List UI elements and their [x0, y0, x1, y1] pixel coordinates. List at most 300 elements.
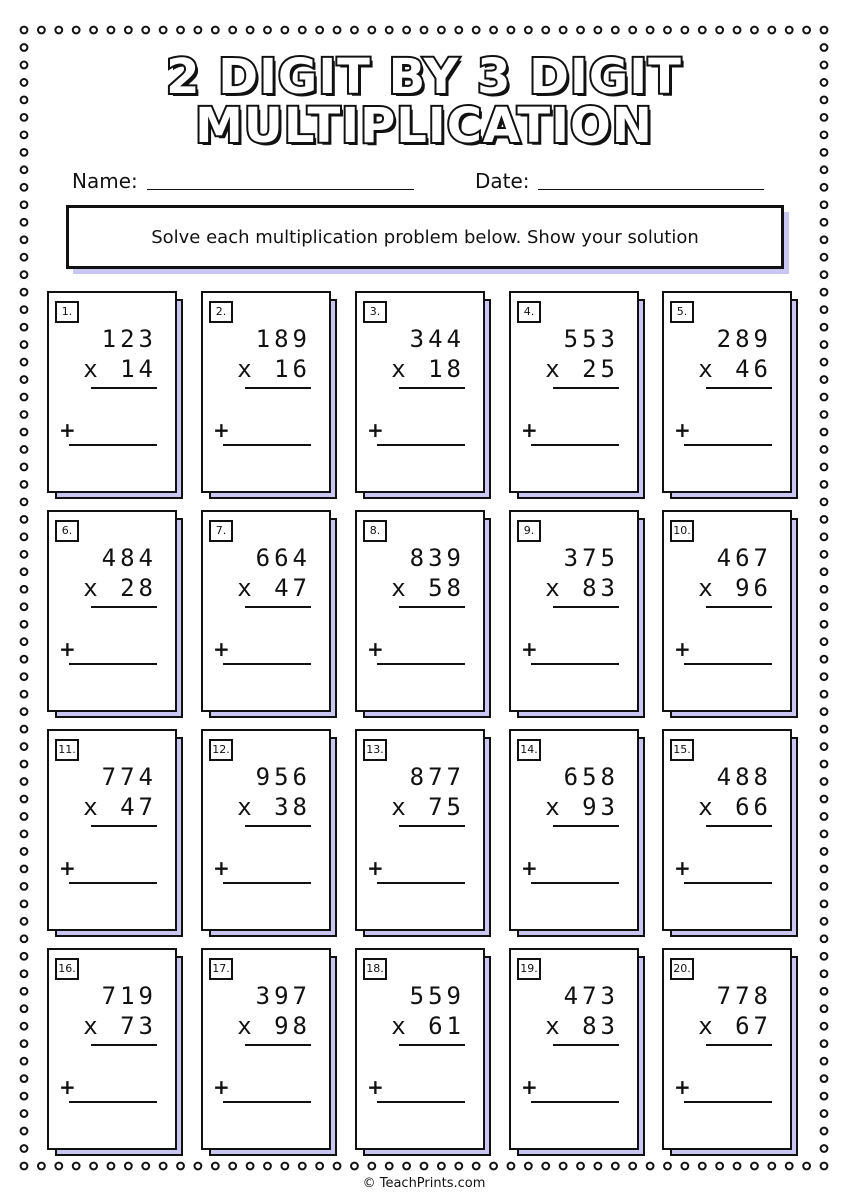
answer-line[interactable]	[223, 1101, 311, 1103]
problem-card-face	[355, 729, 485, 931]
problem-card-face	[47, 510, 177, 712]
multiplicand: 877	[409, 763, 465, 791]
answer-line[interactable]	[684, 663, 772, 665]
border-dot	[438, 1163, 445, 1170]
border-dot	[821, 638, 828, 645]
problem-number: 8.	[363, 520, 387, 542]
answer-line[interactable]	[531, 663, 619, 665]
name-label: Name:	[72, 169, 138, 193]
problem-card-face	[509, 291, 639, 493]
problem-card-face	[201, 510, 331, 712]
problem-card-face	[355, 948, 485, 1150]
multiplicand: 664	[255, 544, 311, 572]
multiplier: x 83	[545, 1012, 619, 1040]
border-dot	[21, 1128, 28, 1135]
plus-sign: +	[674, 856, 691, 880]
answer-line[interactable]	[684, 1101, 772, 1103]
border-dot	[821, 900, 828, 907]
multiplier: x 28	[83, 574, 157, 602]
multiplier: x 66	[698, 793, 772, 821]
border-dot	[821, 219, 828, 226]
border-dot	[73, 1163, 80, 1170]
product-line	[553, 825, 619, 827]
border-dot	[21, 1040, 28, 1047]
date-label: Date:	[475, 169, 530, 193]
border-dot	[821, 481, 828, 488]
instructions-text: Solve each multiplication problem below. Show your solution	[151, 226, 699, 248]
problem-card-face	[201, 291, 331, 493]
multiplicand: 488	[716, 763, 772, 791]
border-dot	[821, 236, 828, 243]
border-dot	[821, 411, 828, 418]
border-dot	[821, 44, 828, 51]
problem-number: 7.	[209, 520, 233, 542]
border-dot	[821, 935, 828, 942]
product-line	[91, 1044, 157, 1046]
problem-number: 6.	[55, 520, 79, 542]
problem-card-face	[47, 729, 177, 931]
multiplicand: 839	[409, 544, 465, 572]
problem-card	[201, 291, 337, 501]
answer-line[interactable]	[684, 882, 772, 884]
border-dot	[142, 1163, 149, 1170]
border-dot	[212, 27, 219, 34]
plus-sign: +	[674, 418, 691, 442]
border-dot	[21, 848, 28, 855]
problem-card-face	[201, 948, 331, 1150]
problem-number: 14.	[517, 739, 541, 761]
answer-line[interactable]	[69, 663, 157, 665]
border-dot	[195, 1163, 202, 1170]
instructions-box	[66, 205, 784, 269]
border-dot	[821, 621, 828, 628]
border-dot	[21, 1145, 28, 1152]
problem-number: 4.	[517, 301, 541, 323]
border-dot	[21, 796, 28, 803]
border-dot	[21, 306, 28, 313]
problem-card	[509, 729, 645, 939]
border-dot	[21, 1110, 28, 1117]
border-dot	[21, 271, 28, 278]
border-dot	[821, 498, 828, 505]
border-dot	[821, 446, 828, 453]
border-dot	[542, 1163, 549, 1170]
border-dot	[647, 1163, 654, 1170]
problem-card-face	[47, 948, 177, 1150]
product-line	[399, 825, 465, 827]
answer-line[interactable]	[531, 444, 619, 446]
border-dot	[821, 796, 828, 803]
product-line	[399, 387, 465, 389]
product-line	[245, 825, 311, 827]
border-dot	[125, 1163, 132, 1170]
border-dot	[73, 27, 80, 34]
border-dot	[821, 970, 828, 977]
problem-card-face	[47, 291, 177, 493]
problem-card	[201, 729, 337, 939]
multiplier: x 38	[237, 793, 311, 821]
border-dot	[577, 1163, 584, 1170]
multiplier: x 98	[237, 1012, 311, 1040]
border-dot	[508, 1163, 515, 1170]
answer-line[interactable]	[69, 882, 157, 884]
answer-line[interactable]	[223, 663, 311, 665]
border-dot	[316, 27, 323, 34]
border-dot	[368, 27, 375, 34]
multiplier: x 96	[698, 574, 772, 602]
copyright-footer: © TeachPrints.com	[362, 1176, 486, 1191]
border-dot	[768, 27, 775, 34]
border-dot	[21, 918, 28, 925]
border-dot	[821, 953, 828, 960]
multiplier: x 93	[545, 793, 619, 821]
problem-number: 3.	[363, 301, 387, 323]
border-dot	[21, 201, 28, 208]
plus-sign: +	[674, 1075, 691, 1099]
border-dot	[21, 813, 28, 820]
problem-number: 15.	[670, 739, 694, 761]
problem-card	[47, 948, 183, 1158]
plus-sign: +	[59, 856, 76, 880]
border-dot	[525, 27, 532, 34]
multiplicand: 719	[101, 982, 157, 1010]
border-dot	[821, 761, 828, 768]
answer-line[interactable]	[377, 663, 465, 665]
border-dot	[803, 27, 810, 34]
border-dot	[21, 324, 28, 331]
border-dot	[455, 1163, 462, 1170]
border-dot	[455, 27, 462, 34]
border-dot	[821, 324, 828, 331]
border-dot	[316, 1163, 323, 1170]
plus-sign: +	[367, 856, 384, 880]
border-dot	[821, 533, 828, 540]
border-dot	[821, 1075, 828, 1082]
border-dot	[21, 289, 28, 296]
product-line	[553, 1044, 619, 1046]
problem-card-face	[662, 510, 792, 712]
border-dot	[821, 1163, 828, 1170]
border-dot	[821, 1058, 828, 1065]
product-line	[399, 606, 465, 608]
border-dot	[21, 1075, 28, 1082]
border-dot	[473, 27, 480, 34]
problem-number: 1.	[55, 301, 79, 323]
border-dot	[90, 1163, 97, 1170]
border-dot	[21, 673, 28, 680]
border-dot	[195, 27, 202, 34]
border-dot	[21, 236, 28, 243]
answer-line[interactable]	[69, 444, 157, 446]
border-dot	[821, 918, 828, 925]
multiplicand: 344	[409, 325, 465, 353]
product-line	[245, 387, 311, 389]
multiplier: x 75	[391, 793, 465, 821]
border-dot	[734, 27, 741, 34]
product-line	[91, 825, 157, 827]
answer-line[interactable]	[223, 882, 311, 884]
problem-card	[47, 729, 183, 939]
problem-card-face	[662, 291, 792, 493]
plus-sign: +	[521, 637, 538, 661]
problem-number: 12.	[209, 739, 233, 761]
answer-line[interactable]	[69, 1101, 157, 1103]
border-dot	[160, 1163, 167, 1170]
border-dot	[21, 394, 28, 401]
border-dot	[821, 673, 828, 680]
border-dot	[612, 27, 619, 34]
name-blank-line[interactable]	[147, 189, 414, 190]
border-dot	[21, 184, 28, 191]
border-dot	[508, 27, 515, 34]
multiplier: x 73	[83, 1012, 157, 1040]
border-dot	[664, 27, 671, 34]
border-dot	[821, 166, 828, 173]
problem-number: 13.	[363, 739, 387, 761]
border-dot	[21, 1058, 28, 1065]
border-dot	[368, 1163, 375, 1170]
problem-card	[355, 948, 491, 1158]
multiplier: x 83	[545, 574, 619, 602]
border-dot	[821, 691, 828, 698]
border-dot	[490, 1163, 497, 1170]
plus-sign: +	[521, 856, 538, 880]
multiplicand: 553	[563, 325, 619, 353]
problem-number: 5.	[670, 301, 694, 323]
border-dot	[21, 481, 28, 488]
border-dot	[821, 201, 828, 208]
border-dot	[21, 341, 28, 348]
product-line	[91, 606, 157, 608]
border-dot	[177, 27, 184, 34]
border-dot	[21, 1023, 28, 1030]
border-dot	[664, 1163, 671, 1170]
problem-number: 11.	[55, 739, 79, 761]
plus-sign: +	[213, 856, 230, 880]
plus-sign: +	[59, 1075, 76, 1099]
problem-card	[662, 729, 798, 939]
problem-number: 18.	[363, 958, 387, 980]
border-dot	[21, 935, 28, 942]
multiplier: x 46	[698, 355, 772, 383]
border-dot	[108, 1163, 115, 1170]
product-line	[706, 606, 772, 608]
plus-sign: +	[521, 418, 538, 442]
multiplier: x 47	[237, 574, 311, 602]
border-dot	[21, 603, 28, 610]
border-dot	[821, 603, 828, 610]
plus-sign: +	[213, 637, 230, 661]
border-dot	[142, 27, 149, 34]
border-dot	[768, 1163, 775, 1170]
border-dot	[386, 1163, 393, 1170]
border-dot	[21, 743, 28, 750]
border-dot	[21, 359, 28, 366]
product-line	[706, 387, 772, 389]
border-dot	[821, 394, 828, 401]
multiplicand: 559	[409, 982, 465, 1010]
multiplier: x 67	[698, 1012, 772, 1040]
border-dot	[490, 27, 497, 34]
border-dot	[821, 1093, 828, 1100]
border-dot	[821, 726, 828, 733]
border-dot	[21, 411, 28, 418]
border-dot	[21, 1005, 28, 1012]
border-dot	[629, 1163, 636, 1170]
border-dot	[177, 1163, 184, 1170]
border-dot	[21, 865, 28, 872]
border-dot	[21, 568, 28, 575]
border-dot	[821, 568, 828, 575]
border-dot	[247, 1163, 254, 1170]
border-dot	[21, 586, 28, 593]
problem-card	[355, 291, 491, 501]
border-dot	[681, 27, 688, 34]
problem-card	[509, 291, 645, 501]
answer-line[interactable]	[531, 882, 619, 884]
border-dot	[629, 27, 636, 34]
answer-line[interactable]	[684, 444, 772, 446]
problem-number: 19.	[517, 958, 541, 980]
border-dot	[21, 831, 28, 838]
border-dot	[125, 27, 132, 34]
multiplicand: 189	[255, 325, 311, 353]
plus-sign: +	[674, 637, 691, 661]
border-dot	[21, 1093, 28, 1100]
date-blank-line[interactable]	[538, 189, 764, 190]
border-dot	[21, 1163, 28, 1170]
plus-sign: +	[59, 637, 76, 661]
border-dot	[821, 27, 828, 34]
answer-line[interactable]	[377, 444, 465, 446]
border-dot	[821, 1145, 828, 1152]
problem-card-face	[355, 510, 485, 712]
border-dot	[821, 656, 828, 663]
border-dot	[821, 1040, 828, 1047]
border-dot	[421, 1163, 428, 1170]
border-dot	[786, 27, 793, 34]
border-dot	[334, 27, 341, 34]
border-dot	[21, 516, 28, 523]
multiplicand: 658	[563, 763, 619, 791]
worksheet-title-line2: MULTIPLICATION	[195, 98, 653, 154]
border-dot	[21, 638, 28, 645]
border-dot	[403, 27, 410, 34]
border-dot	[21, 778, 28, 785]
border-dot	[21, 44, 28, 51]
border-dot	[108, 27, 115, 34]
problem-card-face	[509, 510, 639, 712]
problem-card-face	[509, 948, 639, 1150]
answer-line[interactable]	[377, 882, 465, 884]
border-dot	[21, 621, 28, 628]
problem-number: 16.	[55, 958, 79, 980]
multiplicand: 774	[101, 763, 157, 791]
problem-card	[47, 510, 183, 720]
border-dot	[38, 1163, 45, 1170]
multiplicand: 397	[255, 982, 311, 1010]
answer-line[interactable]	[377, 1101, 465, 1103]
border-dot	[716, 1163, 723, 1170]
border-dot	[699, 27, 706, 34]
border-dot	[560, 27, 567, 34]
product-line	[706, 825, 772, 827]
plus-sign: +	[367, 637, 384, 661]
product-line	[553, 606, 619, 608]
border-dot	[595, 1163, 602, 1170]
worksheet-title-line1: 2 DIGIT BY 3 DIGIT	[166, 49, 682, 105]
border-dot	[21, 498, 28, 505]
border-dot	[821, 988, 828, 995]
border-dot	[821, 1005, 828, 1012]
multiplicand: 778	[716, 982, 772, 1010]
border-dot	[821, 1110, 828, 1117]
border-dot	[38, 27, 45, 34]
border-dot	[821, 1128, 828, 1135]
problem-card	[47, 291, 183, 501]
problem-card	[355, 729, 491, 939]
border-dot	[212, 1163, 219, 1170]
border-dot	[821, 708, 828, 715]
problem-card-face	[509, 729, 639, 931]
border-dot	[734, 1163, 741, 1170]
border-dot	[21, 446, 28, 453]
border-dot	[821, 831, 828, 838]
border-dot	[21, 551, 28, 558]
border-dot	[21, 219, 28, 226]
border-dot	[821, 848, 828, 855]
border-dot	[560, 1163, 567, 1170]
border-dot	[21, 27, 28, 34]
border-dot	[403, 1163, 410, 1170]
multiplier: x 18	[391, 355, 465, 383]
problem-card	[662, 948, 798, 1158]
border-dot	[21, 464, 28, 471]
border-dot	[229, 27, 236, 34]
border-dot	[821, 1023, 828, 1030]
border-dot	[577, 27, 584, 34]
problem-card	[355, 510, 491, 720]
plus-sign: +	[59, 418, 76, 442]
border-dot	[421, 27, 428, 34]
border-dot	[160, 27, 167, 34]
multiplicand: 467	[716, 544, 772, 572]
border-dot	[821, 778, 828, 785]
problem-number: 17.	[209, 958, 233, 980]
answer-line[interactable]	[223, 444, 311, 446]
border-dot	[334, 1163, 341, 1170]
multiplicand: 956	[255, 763, 311, 791]
border-dot	[542, 27, 549, 34]
problem-number: 2.	[209, 301, 233, 323]
border-dot	[821, 865, 828, 872]
border-dot	[281, 1163, 288, 1170]
border-dot	[351, 1163, 358, 1170]
border-dot	[90, 27, 97, 34]
border-dot	[821, 376, 828, 383]
problem-number: 20.	[670, 958, 694, 980]
border-dot	[21, 883, 28, 890]
answer-line[interactable]	[531, 1101, 619, 1103]
border-dot	[21, 533, 28, 540]
border-dot	[21, 429, 28, 436]
border-dot	[751, 27, 758, 34]
border-dot	[821, 359, 828, 366]
border-dot	[821, 429, 828, 436]
problem-card	[201, 510, 337, 720]
border-dot	[716, 27, 723, 34]
border-dot	[699, 1163, 706, 1170]
